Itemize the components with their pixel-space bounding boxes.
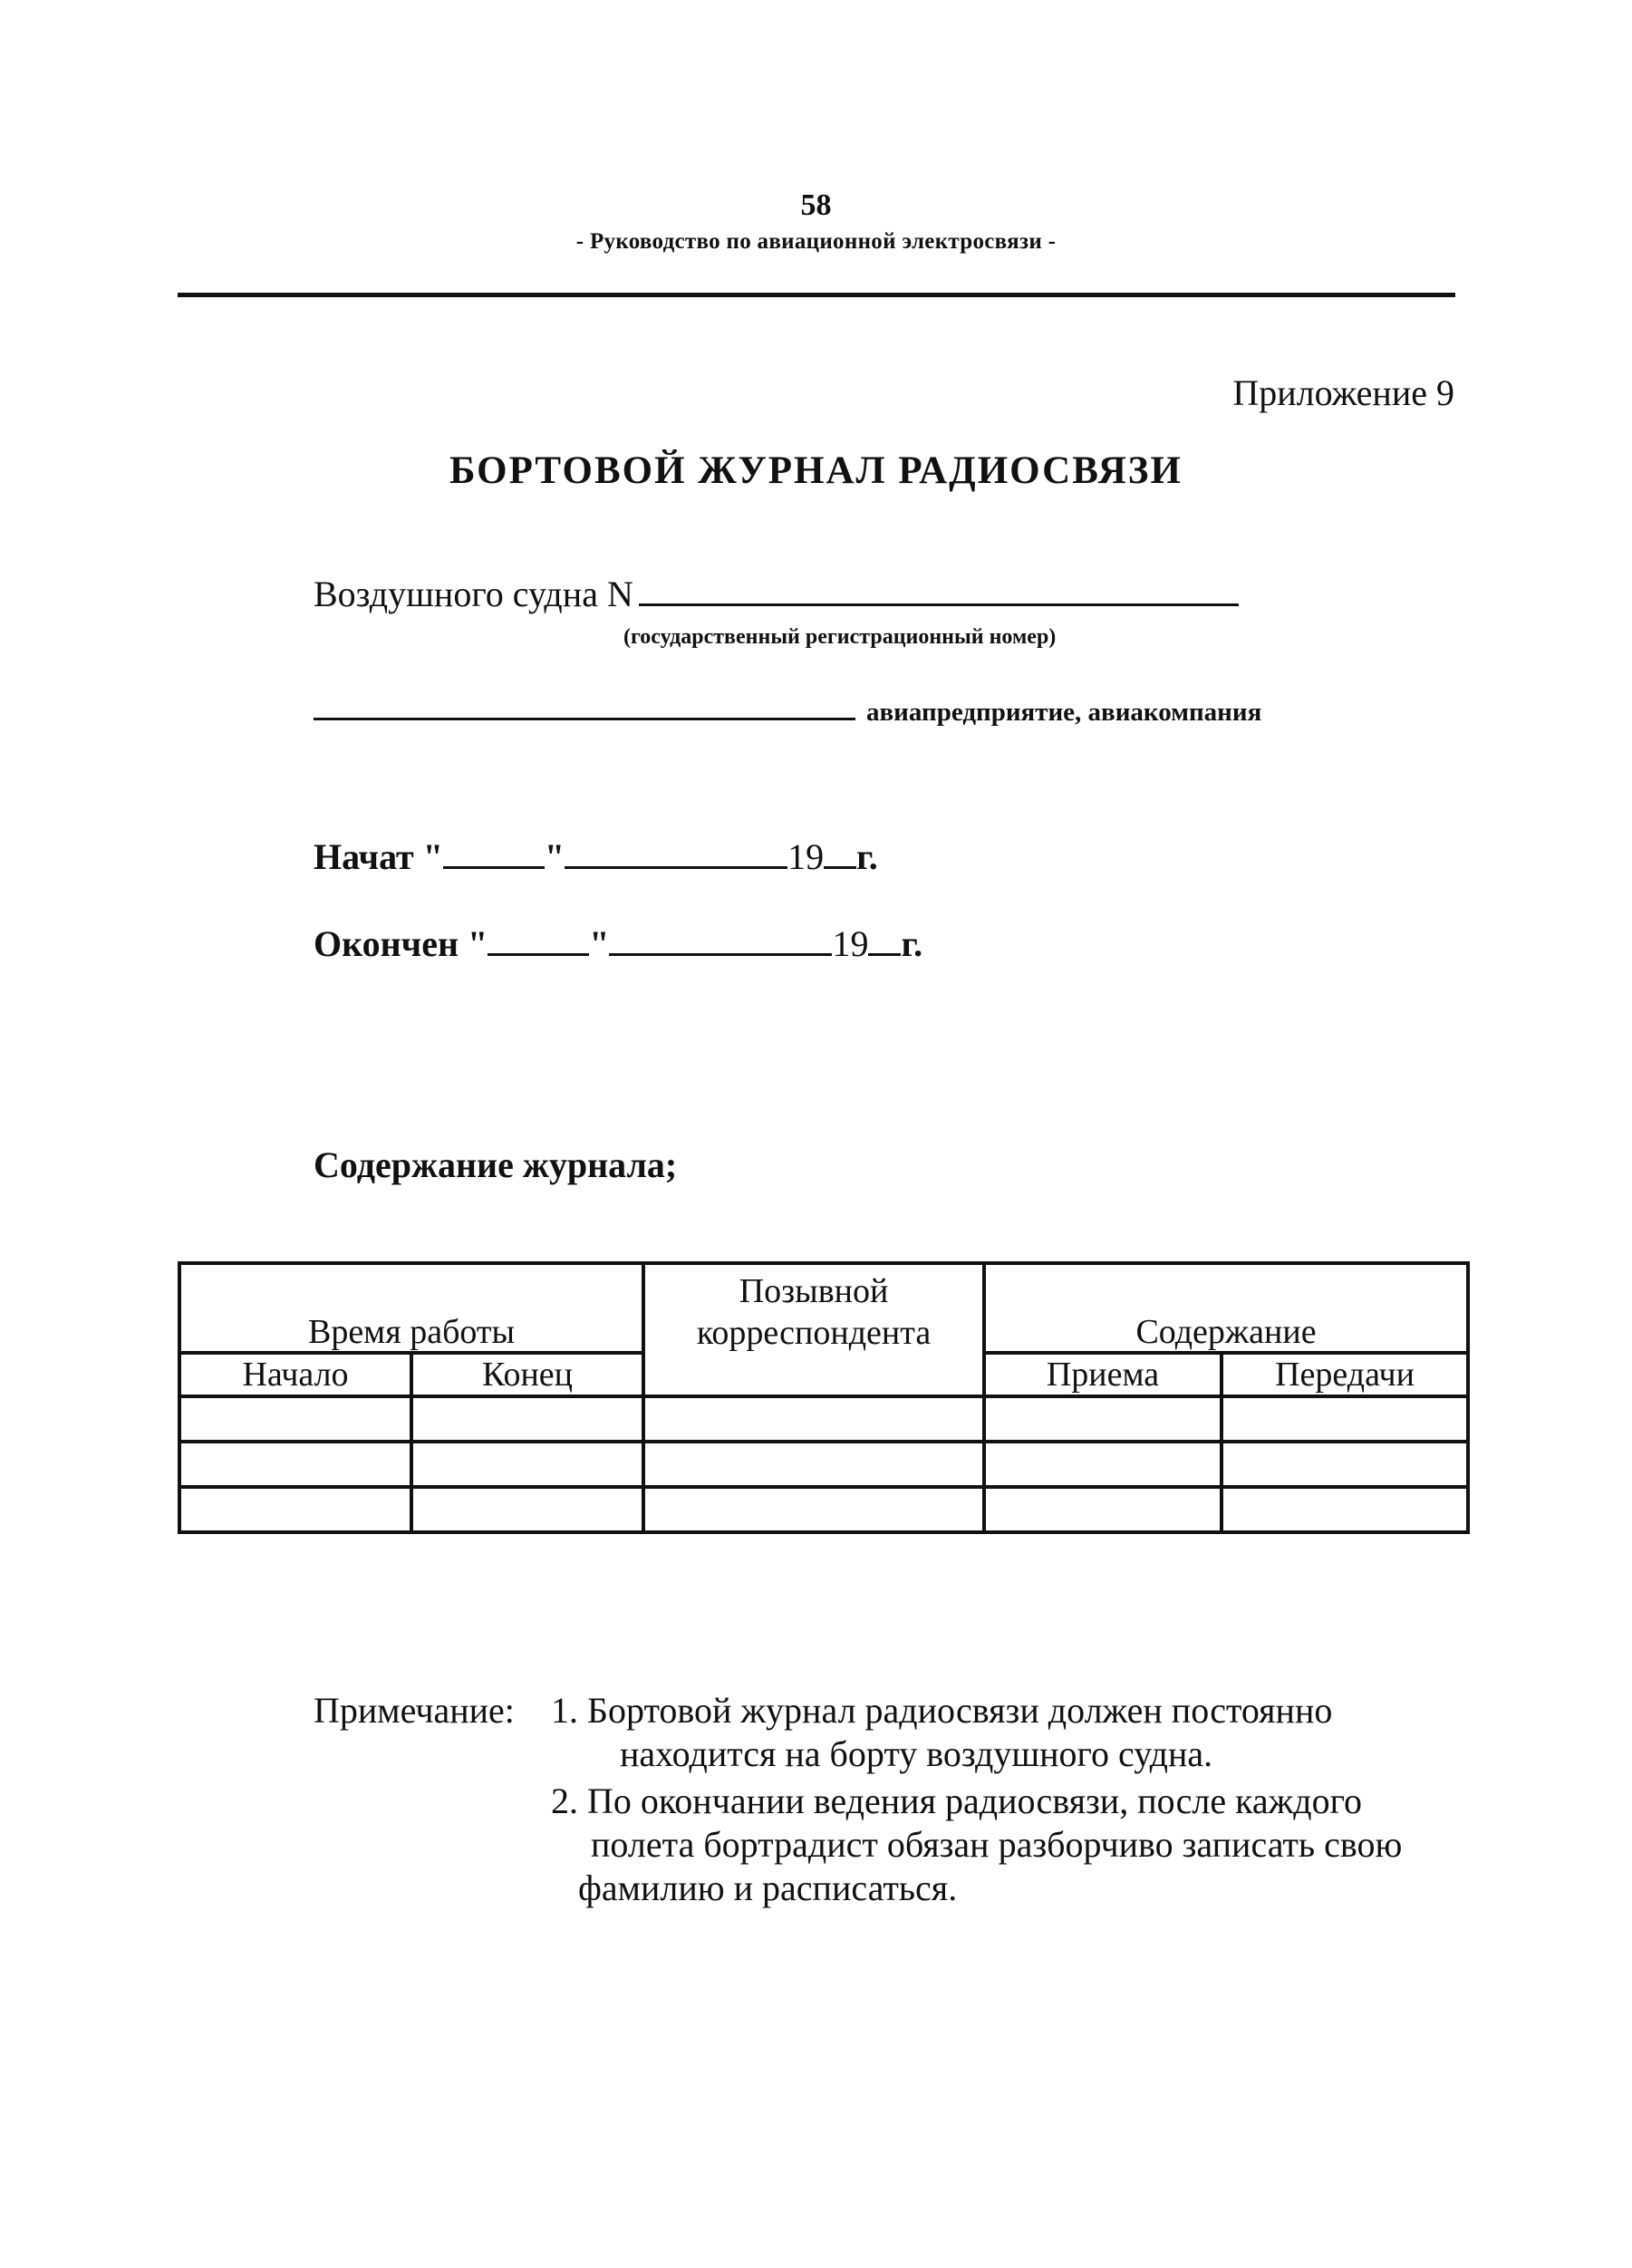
table-row xyxy=(179,1396,1468,1442)
table-cell[interactable] xyxy=(643,1396,984,1442)
table-cell[interactable] xyxy=(179,1487,411,1532)
aircraft-label: Воздушного судна N xyxy=(314,574,633,614)
enterprise-label: авиапредприятие, авиакомпания xyxy=(866,698,1262,727)
running-title: - Руководство по авиационной электросвязи - xyxy=(575,229,1057,254)
table-cell[interactable] xyxy=(984,1487,1222,1532)
ended-quote-open: " xyxy=(468,923,488,964)
table-cell[interactable] xyxy=(179,1396,411,1442)
note-2-line-3: фамилию и расписаться. xyxy=(578,1867,958,1908)
note-2-line-2: полета бортрадист обязан разборчиво записать свою xyxy=(591,1824,1403,1865)
started-year-unit: г. xyxy=(856,836,878,877)
document-title: БОРТОВОЙ ЖУРНАЛ РАДИОСВЯЗИ xyxy=(449,449,1183,492)
table-row xyxy=(179,1442,1468,1487)
started-quote-open: " xyxy=(422,836,443,877)
table-cell[interactable] xyxy=(643,1442,984,1487)
ended-year-unit: г. xyxy=(901,923,923,964)
note-2-line-1: 2. По окончании ведения радиосвязи, после каждого xyxy=(551,1781,1363,1821)
ended-year-field[interactable] xyxy=(868,926,901,956)
started-row xyxy=(314,835,878,878)
table-header-row xyxy=(179,1263,1468,1353)
table-row xyxy=(179,1487,1468,1532)
column-header-end: Конец xyxy=(411,1353,643,1396)
column-header-transmit: Передачи xyxy=(1222,1353,1468,1396)
note-1-line-1: 1. Бортовой журнал радиосвязи должен постоянно xyxy=(551,1690,1333,1731)
ended-month-field[interactable] xyxy=(609,926,832,956)
table-cell[interactable] xyxy=(411,1396,643,1442)
appendix-label: Приложение 9 xyxy=(1232,372,1454,413)
column-header-callsign: Позывной корреспондента xyxy=(643,1263,984,1396)
ended-year-prefix: 19 xyxy=(832,923,869,964)
started-year-field[interactable] xyxy=(824,839,856,869)
radio-log-table xyxy=(178,1261,1470,1534)
column-header-start: Начало xyxy=(179,1353,411,1396)
started-month-field[interactable] xyxy=(565,839,787,869)
table-cell[interactable] xyxy=(411,1442,643,1487)
note-1-line-2: находится на борту воздушного судна. xyxy=(620,1733,1213,1774)
table-cell[interactable] xyxy=(1222,1396,1468,1442)
group-header-time: Время работы xyxy=(179,1263,643,1353)
aircraft-caption: (государственный регистрационный номер) xyxy=(623,625,1057,649)
enterprise-field[interactable] xyxy=(314,690,855,720)
started-day-field[interactable] xyxy=(443,839,545,869)
started-year-prefix: 19 xyxy=(787,836,825,877)
started-quote-close: " xyxy=(544,836,565,877)
ended-row xyxy=(314,922,922,965)
page-number: 58 xyxy=(800,188,832,222)
notes-label: Примечание: xyxy=(314,1690,515,1731)
contents-label: Содержание журнала; xyxy=(314,1144,678,1185)
table-cell[interactable] xyxy=(643,1487,984,1532)
ended-day-field[interactable] xyxy=(488,926,589,956)
header-divider xyxy=(178,293,1455,297)
aircraft-row xyxy=(314,573,1239,615)
aircraft-number-field[interactable] xyxy=(639,576,1239,606)
table-cell[interactable] xyxy=(1222,1487,1468,1532)
column-header-receive: Приема xyxy=(984,1353,1222,1396)
started-label: Начат xyxy=(314,836,414,877)
table-cell[interactable] xyxy=(411,1487,643,1532)
table-cell[interactable] xyxy=(179,1442,411,1487)
ended-quote-close: " xyxy=(589,923,610,964)
group-header-content: Содержание xyxy=(984,1263,1468,1353)
table-cell[interactable] xyxy=(984,1396,1222,1442)
enterprise-row xyxy=(314,687,1261,729)
table-cell[interactable] xyxy=(1222,1442,1468,1487)
ended-label: Окончен xyxy=(314,923,459,964)
table-cell[interactable] xyxy=(984,1442,1222,1487)
